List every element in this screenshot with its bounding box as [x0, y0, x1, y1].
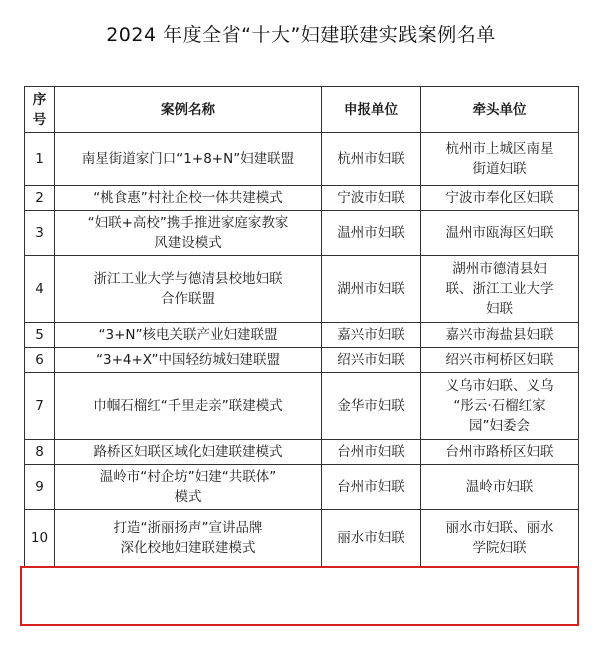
- lead-unit-line: 台州市路桥区妇联: [445, 444, 554, 460]
- lead-unit-line: 义乌市妇联、义乌: [445, 378, 554, 394]
- lead-unit-line: 绍兴市柯桥区妇联: [445, 352, 554, 368]
- table-row: [25, 211, 579, 256]
- lead-unit-line: 学院妇联: [472, 540, 527, 556]
- table-row: [25, 440, 579, 465]
- case-name-cell: [55, 256, 322, 323]
- row-number: 4: [25, 256, 55, 323]
- table-row: [25, 510, 579, 567]
- lead-unit-cell: [421, 133, 579, 186]
- table-row: [25, 186, 579, 211]
- applicant-unit-cell: 丽水市妇联: [322, 510, 421, 567]
- lead-unit-line: 宁波市奉化区妇联: [445, 190, 554, 206]
- applicant-unit-cell: 湖州市妇联: [322, 256, 421, 323]
- table-row: [25, 133, 579, 186]
- case-name-line: “桃食惠”村社企校一体共建模式: [93, 190, 283, 206]
- case-name-cell: [55, 133, 322, 186]
- row-number: 6: [25, 348, 55, 373]
- applicant-unit-cell: 台州市妇联: [322, 465, 421, 510]
- applicant-unit-cell: 嘉兴市妇联: [322, 323, 421, 348]
- table-header-row: [25, 87, 579, 133]
- lead-unit-line: 杭州市上城区南星: [445, 141, 554, 157]
- applicant-unit-cell: 金华市妇联: [322, 373, 421, 440]
- case-name-cell: [55, 440, 322, 465]
- case-name-line: 浙江工业大学与德清县校地妇联: [93, 271, 283, 287]
- lead-unit-line: 温州市瓯海区妇联: [445, 225, 554, 241]
- lead-unit-cell: [421, 186, 579, 211]
- case-name-cell: [55, 373, 322, 440]
- table-row: [25, 465, 579, 510]
- lead-unit-cell: [421, 211, 579, 256]
- row-number: 5: [25, 323, 55, 348]
- case-name-line: “妇联+高校”携手推进家庭家教家: [87, 215, 289, 231]
- header-lead-unit: 牵头单位: [421, 87, 579, 133]
- lead-unit-line: “彤云·石榴红家: [453, 398, 546, 414]
- document-title: 2024 年度全省“十大”妇建联建实践案例名单: [106, 24, 496, 46]
- applicant-unit-cell: 台州市妇联: [322, 440, 421, 465]
- header-case-name: 案例名称: [55, 87, 322, 133]
- row-number: 8: [25, 440, 55, 465]
- lead-unit-line: 妇联: [486, 301, 513, 317]
- header-no: 序 号: [25, 87, 55, 133]
- header-applicant-unit: 申报单位: [322, 87, 421, 133]
- case-name-cell: [55, 323, 322, 348]
- row-number: 2: [25, 186, 55, 211]
- table-row: [25, 323, 579, 348]
- case-name-line: 风建设模式: [154, 235, 222, 251]
- lead-unit-cell: [421, 348, 579, 373]
- applicant-unit-cell: 温州市妇联: [322, 211, 421, 256]
- applicant-unit-cell: 宁波市妇联: [322, 186, 421, 211]
- case-name-cell: [55, 465, 322, 510]
- table-row: [25, 256, 579, 323]
- case-name-line: 巾帼石榴红“千里走亲”联建模式: [93, 398, 283, 414]
- lead-unit-line: 湖州市德清县妇: [452, 261, 547, 277]
- lead-unit-cell: [421, 323, 579, 348]
- row-number: 7: [25, 373, 55, 440]
- row-number: 1: [25, 133, 55, 186]
- lead-unit-line: 丽水市妇联、丽水: [445, 520, 554, 536]
- case-name-cell: [55, 510, 322, 567]
- lead-unit-line: 园”妇委会: [469, 418, 530, 434]
- applicant-unit-cell: 绍兴市妇联: [322, 348, 421, 373]
- case-name-line: 合作联盟: [161, 291, 215, 307]
- table-row: [25, 348, 579, 373]
- lead-unit-line: 温岭市妇联: [465, 479, 534, 495]
- lead-unit-cell: [421, 373, 579, 440]
- case-name-cell: [55, 186, 322, 211]
- case-name-line: 路桥区妇联区域化妇建联建模式: [93, 444, 283, 460]
- case-name-cell: [55, 211, 322, 256]
- applicant-unit-cell: 杭州市妇联: [322, 133, 421, 186]
- lead-unit-cell: [421, 440, 579, 465]
- row-number: 3: [25, 211, 55, 256]
- case-name-line: 温岭市“村企坊”妇建“共联体”: [99, 469, 277, 485]
- case-list-table: [24, 86, 579, 567]
- case-name-line: 打造“浙丽扬声”宣讲品牌: [113, 520, 263, 536]
- case-name-cell: [55, 348, 322, 373]
- row-number: 9: [25, 465, 55, 510]
- case-name-line: “3+4+X”中国轻纺城妇建联盟: [96, 352, 280, 368]
- row-number: 10: [25, 510, 55, 567]
- case-name-line: 深化校地妇建联建模式: [120, 540, 256, 556]
- lead-unit-line: 联、浙江工业大学: [445, 281, 554, 297]
- lead-unit-cell: [421, 465, 579, 510]
- highlight-box-row-10: [20, 566, 579, 626]
- lead-unit-line: 街道妇联: [472, 161, 527, 177]
- lead-unit-cell: [421, 256, 579, 323]
- case-name-line: “3+N”核电关联产业妇建联盟: [98, 327, 278, 343]
- case-name-line: 南星街道家门口“1+8+N”妇建联盟: [81, 151, 295, 167]
- lead-unit-cell: [421, 510, 579, 567]
- table-row: [25, 373, 579, 440]
- lead-unit-line: 嘉兴市海盐县妇联: [445, 327, 554, 343]
- case-name-line: 模式: [174, 489, 202, 505]
